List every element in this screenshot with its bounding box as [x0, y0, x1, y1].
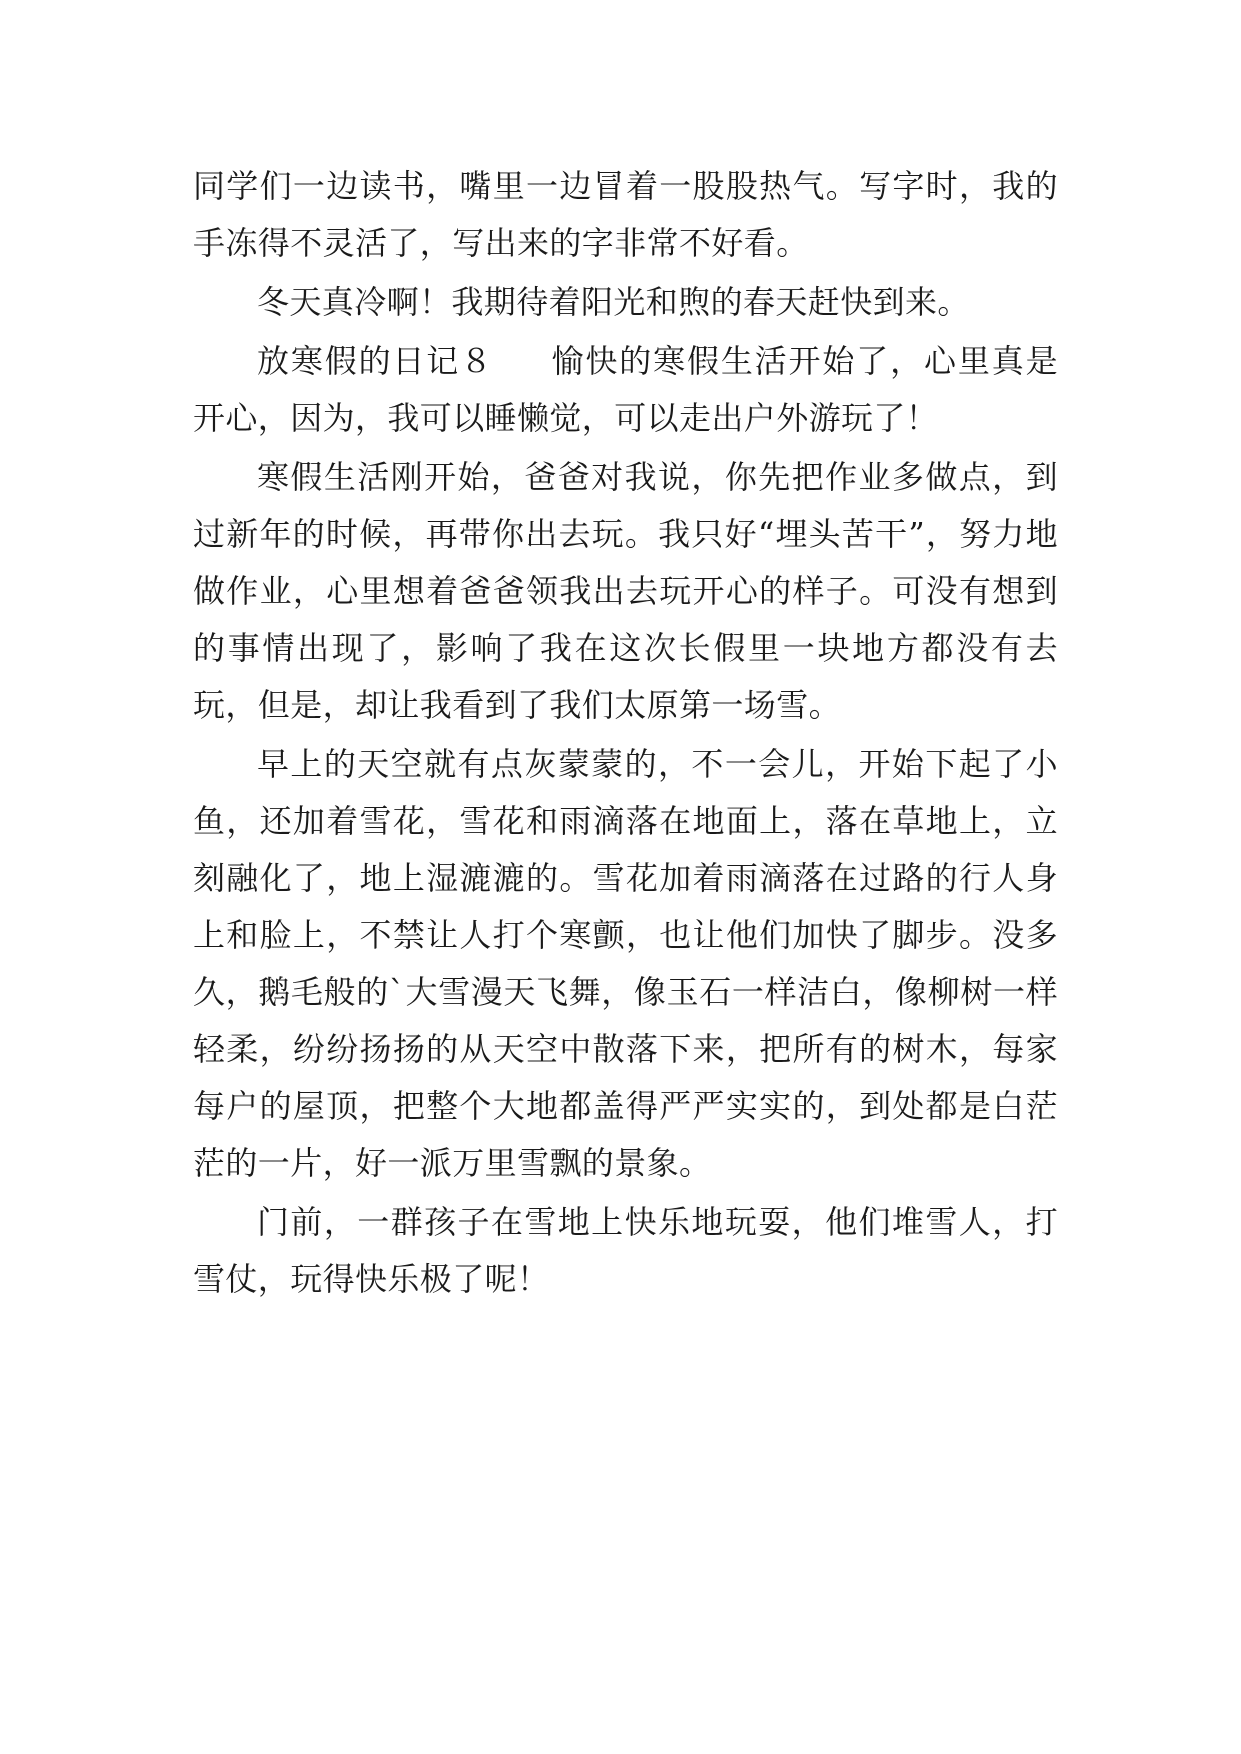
paragraph-4: 寒假生活刚开始，爸爸对我说，你先把作业多做点，到过新年的时候，再带你出去玩。我只好“埋头苦干”，努力地做作业，心里想着爸爸领我出去玩开心的样子。可没有想到的事情出现了，影响了我在这次长假里一块地方都没有去玩，但是，却让我看到了我们太原第一场雪。: [193, 458, 1058, 724]
paragraph-3-text: 愉快的寒假生活开始了，心里真是开心，因为，我可以睡懒觉，可以走出户外游玩了！: [193, 342, 1058, 437]
paragraph-5: 早上的天空就有点灰蒙蒙的，不一会儿，开始下起了小鱼，还加着雪花，雪花和雨滴落在地面上，落在草地上，立刻融化了，地上湿漉漉的。雪花加着雨滴落在过路的行人身上和脸上，不禁让人打个寒颤，也让他们加快了脚步。没多久，鹅毛般的`大雪漫天飞舞，像玉石一样洁白，像柳树一样轻柔，纷纷扬扬的从天空中散落下来，把所有的树木，每家每户的屋顶，把整个大地都盖得严严实实的，到处都是白茫茫的一片，好一派万里雪飘的景象。: [193, 745, 1058, 1182]
paragraph-2: 冬天真冷啊！我期待着阳光和煦的春天赶快到来。: [257, 283, 970, 321]
document-body: [193, 158, 1058, 1310]
paragraph-6: 门前，一群孩子在雪地上快乐地玩耍，他们堆雪人，打雪仗，玩得快乐极了呢！: [193, 1203, 1058, 1298]
paragraph-3: [193, 333, 1058, 447]
diary-heading: 放寒假的日记８: [257, 342, 495, 380]
paragraph-1: 同学们一边读书，嘴里一边冒着一股股热气。写字时，我的手冻得不灵活了，写出来的字非常不好看。: [193, 167, 1058, 262]
